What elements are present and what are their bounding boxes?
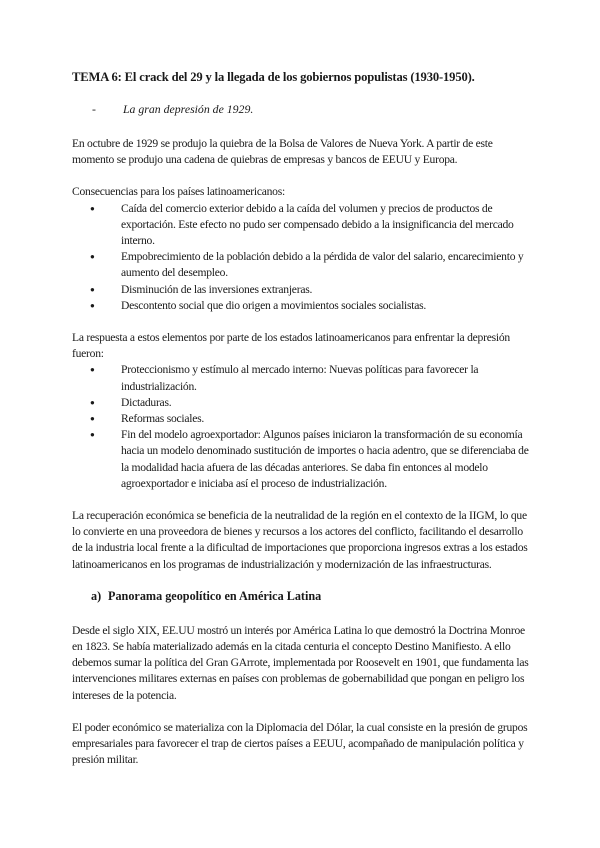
section-heading-a (91, 589, 530, 604)
list-item: ● Fin del modelo agroexportador: Algunos países iniciaron la transformación de su economía hacia un modelo denominado sustitución de importes o hacia adentro, que se diferenciaba de la modalidad hacia afuera de las décadas anteriores. Se daba fin entonces al modelo agroexportador e iniciaba así el proceso de industrialización. (86, 427, 530, 492)
paragraph-geopolitics: Desde el siglo XIX, EE.UU mostró un interés por América Latina lo que demostró la Doctrina Monroe en 1823. Se había materializado además en la citada centuria el concepto Destino Manifiesto. A ello debemos sumar la política del Gran GArrote, implementada por Roosevelt en 1901, que fundamenta las intervenciones militares externas en países con problemas de gobernabilidad que pongan en peligro los intereses de la potencia. (72, 623, 529, 702)
list-item: ● Dictaduras. (86, 395, 530, 411)
list-item: ● Proteccionismo y estímulo al mercado interno: Nuevas políticas para favorecer la industrialización. (86, 362, 530, 394)
response-list (72, 362, 530, 492)
list-item: ● Disminución de las inversiones extranjeras. (86, 282, 530, 298)
consequences-list (72, 201, 530, 314)
subsection-heading (92, 102, 530, 117)
paragraph-recovery: La recuperación económica se beneficia de la neutralidad de la región en el contexto de la IIGM, lo que lo convierte en una proveedora de bienes y recursos a los actores del conflicto, facilitando el desarrollo de la industria local frente a la dificultad de importaciones que proporciona ingresos extras a los estados latinoamericanos en los programas de industrialización y modernización de las infraestructuras. (72, 509, 528, 571)
paragraph-response-intro: La respuesta a estos elementos por parte de los estados latinoamericanos para enfrentar la depresión fueron: (72, 331, 510, 361)
section-title: Panorama geopolítico en América Latina (108, 588, 322, 603)
page-title: TEMA 6: El crack del 29 y la llegada de los gobiernos populistas (1930-1950). (72, 70, 475, 84)
paragraph-consequences-intro: Consecuencias para los países latinoamericanos: (72, 185, 285, 199)
section-label: a) (91, 588, 102, 603)
list-item: ● Reformas sociales. (86, 411, 530, 427)
subsection-text: La gran depresión de 1929. (123, 102, 254, 116)
list-item: ● Empobrecimiento de la población debido a la pérdida de valor del salario, encarecimiento y aumento del desempleo. (86, 249, 530, 281)
paragraph-crash: En octubre de 1929 se produjo la quiebra de la Bolsa de Valores de Nueva York. A partir de este momento se produjo una cadena de quiebras de empresas y bancos de EEUU y Europa. (72, 137, 493, 167)
subsection-dash: - (92, 102, 96, 116)
list-item: ● Caída del comercio exterior debido a la caída del volumen y precios de productos de exportación. Este efecto no pudo ser compensado debido a la insignificancia del mercado interno. (86, 201, 530, 250)
list-item: ● Descontento social que dio origen a movimientos sociales socialistas. (86, 298, 530, 314)
paragraph-dollar-diplomacy: El poder económico se materializa con la Diplomacia del Dólar, la cual consiste en la presión de grupos empresariales para favorecer el trap de ciertos países a EEUU, acompañado de manipulación política y presión militar. (72, 720, 528, 767)
